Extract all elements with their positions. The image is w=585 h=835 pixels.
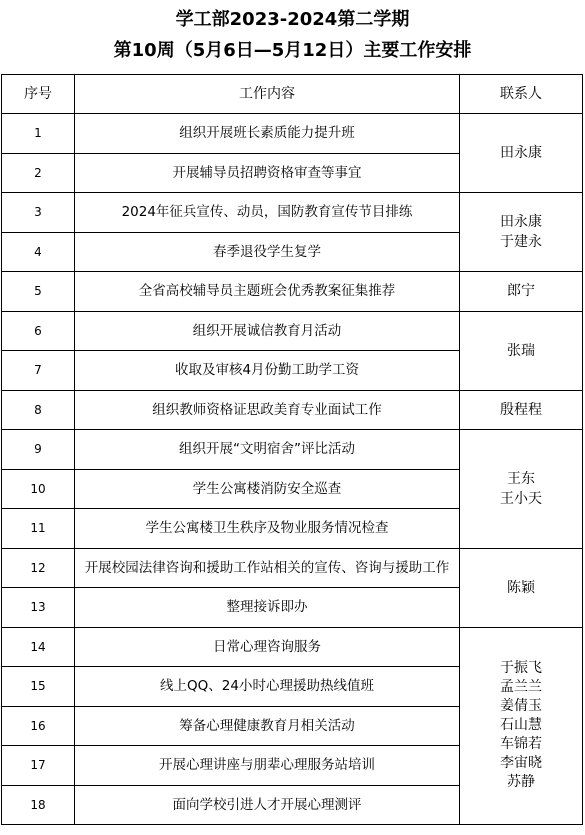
task-description: 面向学校引进人才开展心理测评 bbox=[75, 785, 460, 825]
table-row bbox=[2, 627, 583, 667]
contact-person: 王东 王小天 bbox=[460, 430, 583, 549]
task-description: 组织教师资格证思政美育专业面试工作 bbox=[75, 390, 460, 430]
row-number: 7 bbox=[2, 351, 75, 391]
row-number: 16 bbox=[2, 706, 75, 746]
contact-person: 张瑞 bbox=[460, 311, 583, 390]
contact-person: 殷程程 bbox=[460, 390, 583, 430]
task-description: 全省高校辅导员主题班会优秀教案征集推荐 bbox=[75, 272, 460, 312]
header-row bbox=[2, 75, 583, 114]
row-number: 13 bbox=[2, 588, 75, 628]
contact-person: 田永康 于建永 bbox=[460, 193, 583, 272]
contact-person: 郎宁 bbox=[460, 272, 583, 312]
task-description: 开展校园法律咨询和援助工作站相关的宣传、咨询与援助工作 bbox=[75, 548, 460, 588]
row-number: 9 bbox=[2, 430, 75, 470]
contact-person: 陈颖 bbox=[460, 548, 583, 627]
row-number: 4 bbox=[2, 232, 75, 272]
table-row bbox=[2, 311, 583, 351]
table-row bbox=[2, 548, 583, 588]
table-body bbox=[2, 114, 583, 825]
task-description: 2024年征兵宣传、动员，国防教育宣传节目排练 bbox=[75, 193, 460, 233]
task-description: 学生公寓楼消防安全巡查 bbox=[75, 469, 460, 509]
table-row bbox=[2, 390, 583, 430]
header-task: 工作内容 bbox=[75, 75, 460, 114]
document-title: 学工部2023-2024第二学期 bbox=[175, 9, 410, 30]
task-description: 线上QQ、24小时心理援助热线值班 bbox=[75, 667, 460, 707]
row-number: 1 bbox=[2, 114, 75, 154]
table-row bbox=[2, 193, 583, 233]
task-description: 筹备心理健康教育月相关活动 bbox=[75, 706, 460, 746]
document-subtitle: 第10周（5月6日—5月12日）主要工作安排 bbox=[113, 40, 472, 61]
table-row bbox=[2, 114, 583, 154]
row-number: 17 bbox=[2, 746, 75, 786]
work-schedule-table bbox=[1, 74, 583, 825]
contact-person: 于振飞 孟兰兰 姜倩玉 石山慧 车锦若 李宙晓 苏静 bbox=[460, 627, 583, 825]
task-description: 收取及审核4月份勤工助学工资 bbox=[75, 351, 460, 391]
task-description: 组织开展诚信教育月活动 bbox=[75, 311, 460, 351]
row-number: 8 bbox=[2, 390, 75, 430]
row-number: 11 bbox=[2, 509, 75, 549]
task-description: 学生公寓楼卫生秩序及物业服务情况检查 bbox=[75, 509, 460, 549]
table-row bbox=[2, 272, 583, 312]
task-description: 春季退役学生复学 bbox=[75, 232, 460, 272]
row-number: 5 bbox=[2, 272, 75, 312]
row-number: 6 bbox=[2, 311, 75, 351]
row-number: 10 bbox=[2, 469, 75, 509]
task-description: 组织开展“文明宿舍”评比活动 bbox=[75, 430, 460, 470]
row-number: 3 bbox=[2, 193, 75, 233]
row-number: 18 bbox=[2, 785, 75, 825]
header-num: 序号 bbox=[2, 75, 75, 114]
row-number: 14 bbox=[2, 627, 75, 667]
contact-person: 田永康 bbox=[460, 114, 583, 193]
task-description: 日常心理咨询服务 bbox=[75, 627, 460, 667]
row-number: 15 bbox=[2, 667, 75, 707]
header-contact: 联系人 bbox=[460, 75, 583, 114]
task-description: 组织开展班长素质能力提升班 bbox=[75, 114, 460, 154]
task-description: 整理接诉即办 bbox=[75, 588, 460, 628]
row-number: 2 bbox=[2, 153, 75, 193]
task-description: 开展心理讲座与朋辈心理服务站培训 bbox=[75, 746, 460, 786]
row-number: 12 bbox=[2, 548, 75, 588]
task-description: 开展辅导员招聘资格审查等事宜 bbox=[75, 153, 460, 193]
table-row bbox=[2, 430, 583, 470]
